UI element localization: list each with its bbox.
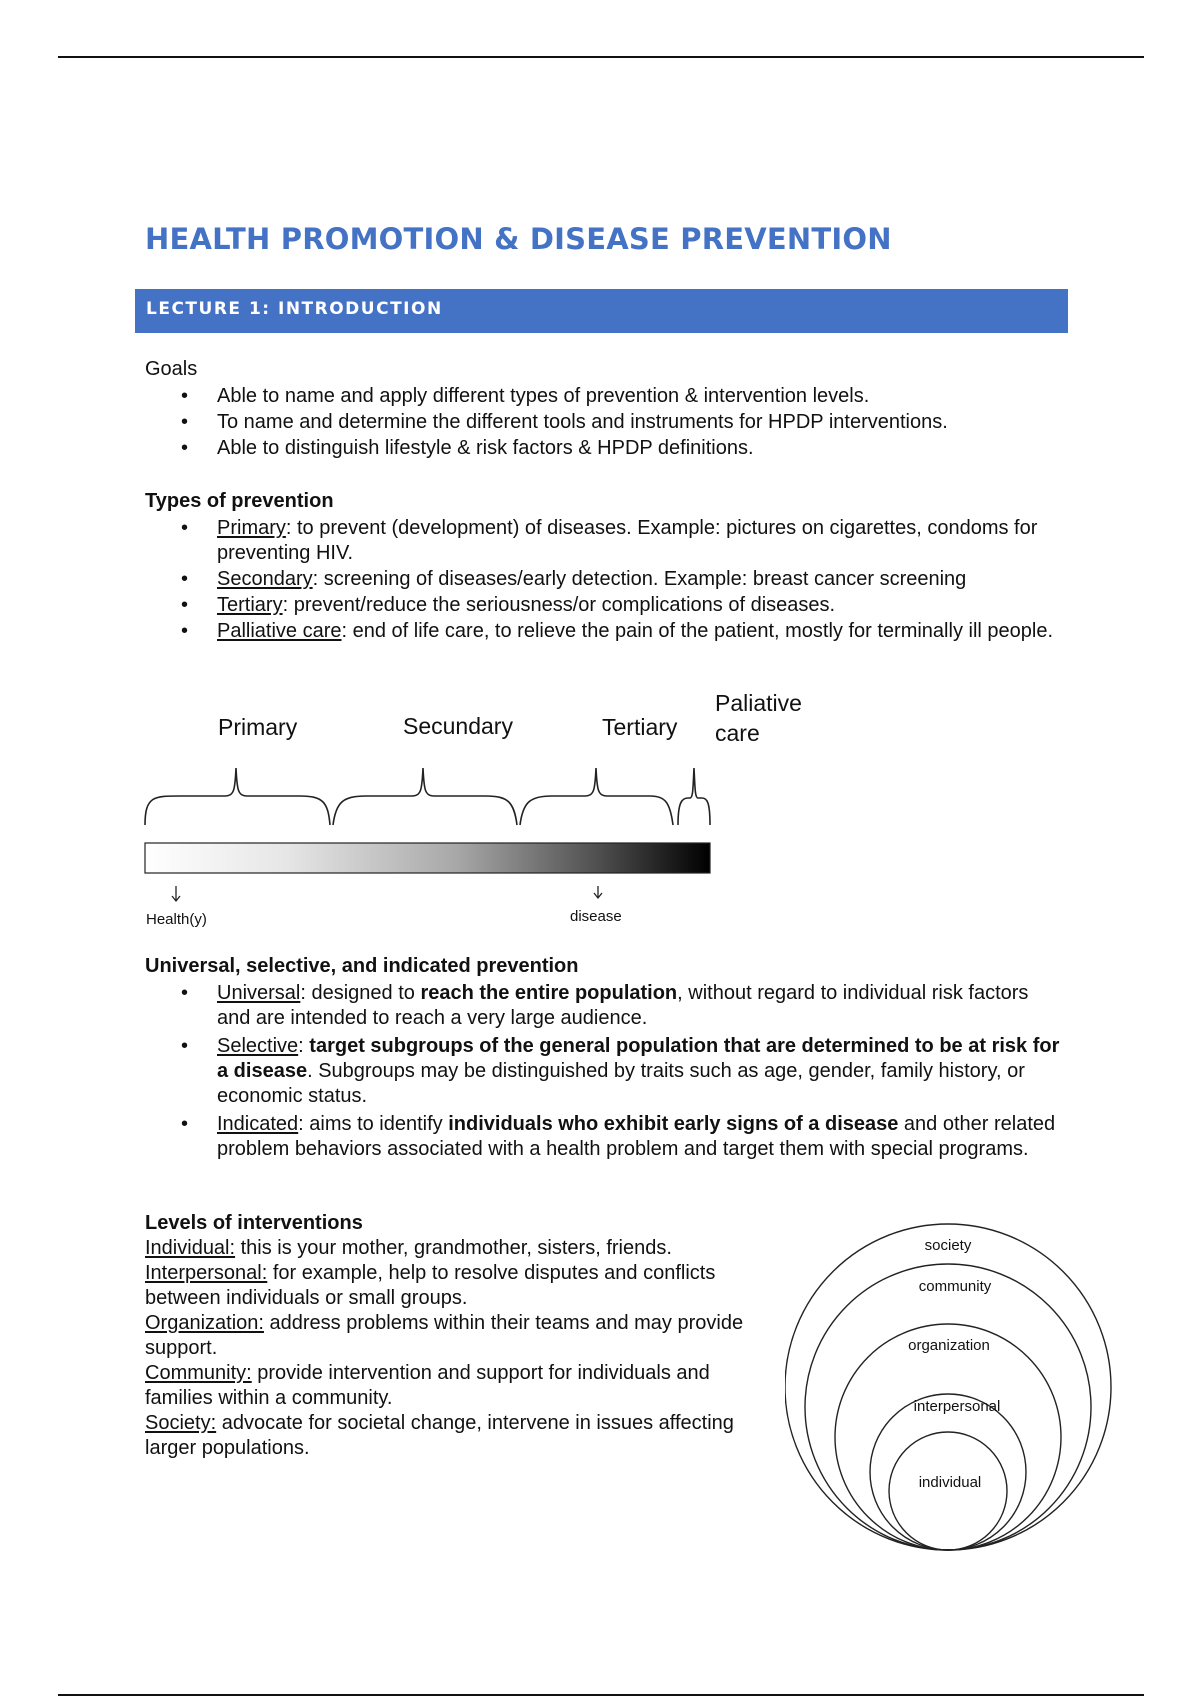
label-secundary: Secundary	[403, 713, 513, 739]
definition-text: and other related problem behaviors associated with a health problem and target them with special programs.	[217, 1113, 1056, 1160]
types-list	[145, 516, 1065, 644]
circle-society	[785, 1224, 1111, 1550]
level-paragraph	[145, 1311, 745, 1361]
term-individual: Individual:	[145, 1237, 236, 1259]
circle-organization	[835, 1324, 1061, 1550]
brace-tertiary	[520, 768, 673, 825]
universal-selective-indicated-section	[145, 954, 1065, 1165]
label-organization: organization	[908, 1337, 990, 1354]
term-society: Society:	[145, 1412, 217, 1434]
universal-heading: Universal, selective, and indicated prevention	[145, 955, 579, 977]
list-item	[217, 1112, 1065, 1162]
definition-text: this is your mother, grandmother, sisters, friends.	[235, 1237, 672, 1259]
brace-primary	[145, 768, 330, 825]
label-disease: disease	[570, 908, 622, 925]
label-community: community	[918, 1278, 992, 1295]
label-interpersonal: interpersonal	[913, 1398, 1001, 1415]
level-paragraph	[145, 1411, 745, 1461]
label-primary: Primary	[218, 714, 298, 740]
term-indicated: Indicated	[217, 1113, 299, 1135]
universal-list	[145, 981, 1065, 1162]
label-paliative: Paliative	[715, 690, 802, 716]
definition-text: , without regard to individual risk factors and are intended to reach a very large audience.	[217, 982, 1029, 1029]
brace-palliative	[678, 768, 710, 825]
emphasis-text: reach the entire population	[420, 982, 678, 1004]
levels-heading: Levels of interventions	[145, 1212, 363, 1234]
definition-text: : to prevent (development) of diseases. Example: pictures on cigarettes, condoms for preventing HIV.	[217, 517, 1038, 564]
goals-heading: Goals	[145, 358, 198, 380]
document-title: HEALTH PROMOTION & DISEASE PREVENTION	[145, 222, 892, 256]
term-community: Community:	[145, 1362, 252, 1384]
intervention-levels-circles-diagram	[785, 1220, 1120, 1555]
arrow-markers	[172, 886, 602, 901]
definition-text: advocate for societal change, intervene in issues affecting larger populations.	[145, 1412, 734, 1459]
definition-text: : screening of diseases/early detection. Example: breast cancer screening	[312, 568, 967, 590]
list-item	[217, 619, 1065, 644]
definition-text: : aims to identify	[298, 1113, 449, 1135]
list-item	[217, 1034, 1065, 1109]
label-society: society	[924, 1237, 972, 1254]
levels-of-interventions-section	[145, 1211, 745, 1461]
top-rule	[58, 56, 1144, 58]
term-interpersonal: Interpersonal:	[145, 1262, 268, 1284]
level-paragraph	[145, 1261, 745, 1311]
definition-text: . Subgroups may be distinguished by traits such as age, gender, family history, or economic status.	[217, 1060, 1025, 1107]
term-universal: Universal	[217, 982, 301, 1004]
definition-text: : prevent/reduce the seriousness/or complications of diseases.	[282, 594, 836, 616]
term-tertiary: Tertiary	[217, 594, 283, 616]
health-disease-gradient-bar	[145, 843, 710, 873]
term-primary: Primary	[217, 517, 286, 539]
level-paragraph	[145, 1236, 745, 1261]
label-tertiary: Tertiary	[602, 714, 678, 740]
label-healthy: Health(y)	[146, 911, 207, 928]
term-secondary: Secondary	[217, 568, 313, 590]
definition-text: :	[298, 1035, 310, 1057]
types-of-prevention-section	[145, 489, 1065, 645]
brace-secundary	[333, 768, 517, 825]
list-item: • Able to distinguish lifestyle & risk factors & HPDP definitions.	[217, 436, 1065, 461]
list-item	[217, 981, 1065, 1031]
term-palliative-care: Palliative care	[217, 620, 342, 642]
braces-group	[145, 768, 710, 825]
term-organization: Organization:	[145, 1312, 264, 1334]
definition-text: : end of life care, to relieve the pain of the patient, mostly for terminally ill people.	[341, 620, 1053, 642]
prevention-spectrum-diagram	[140, 690, 840, 940]
types-heading: Types of prevention	[145, 490, 334, 512]
goals-list	[145, 384, 1065, 461]
list-item: • Able to name and apply different types of prevention & intervention levels.	[217, 384, 1065, 409]
circle-interpersonal	[870, 1394, 1026, 1550]
bottom-rule	[58, 1694, 1144, 1696]
label-individual: individual	[918, 1474, 982, 1491]
circle-individual	[889, 1432, 1007, 1550]
term-selective: Selective	[217, 1035, 299, 1057]
definition-text: for example, help to resolve disputes and conflicts between individuals or small groups.	[145, 1262, 716, 1309]
emphasis-text: individuals who exhibit early signs of a disease	[448, 1113, 899, 1135]
lecture-heading-bar: LECTURE 1: INTRODUCTION	[135, 289, 1068, 333]
list-item	[217, 593, 1065, 618]
definition-text: provide intervention and support for individuals and families within a community.	[145, 1362, 710, 1409]
list-item	[217, 516, 1065, 566]
goals-section	[145, 357, 1065, 462]
definition-text: : designed to	[300, 982, 421, 1004]
definition-text: address problems within their teams and may provide support.	[145, 1312, 744, 1359]
list-item	[217, 567, 1065, 592]
label-care: care	[715, 720, 760, 746]
emphasis-text: target subgroups of the general population that are determined to be at risk for a disease	[217, 1035, 1060, 1082]
list-item: • To name and determine the different tools and instruments for HPDP interventions.	[217, 410, 1065, 435]
level-paragraph	[145, 1361, 745, 1411]
